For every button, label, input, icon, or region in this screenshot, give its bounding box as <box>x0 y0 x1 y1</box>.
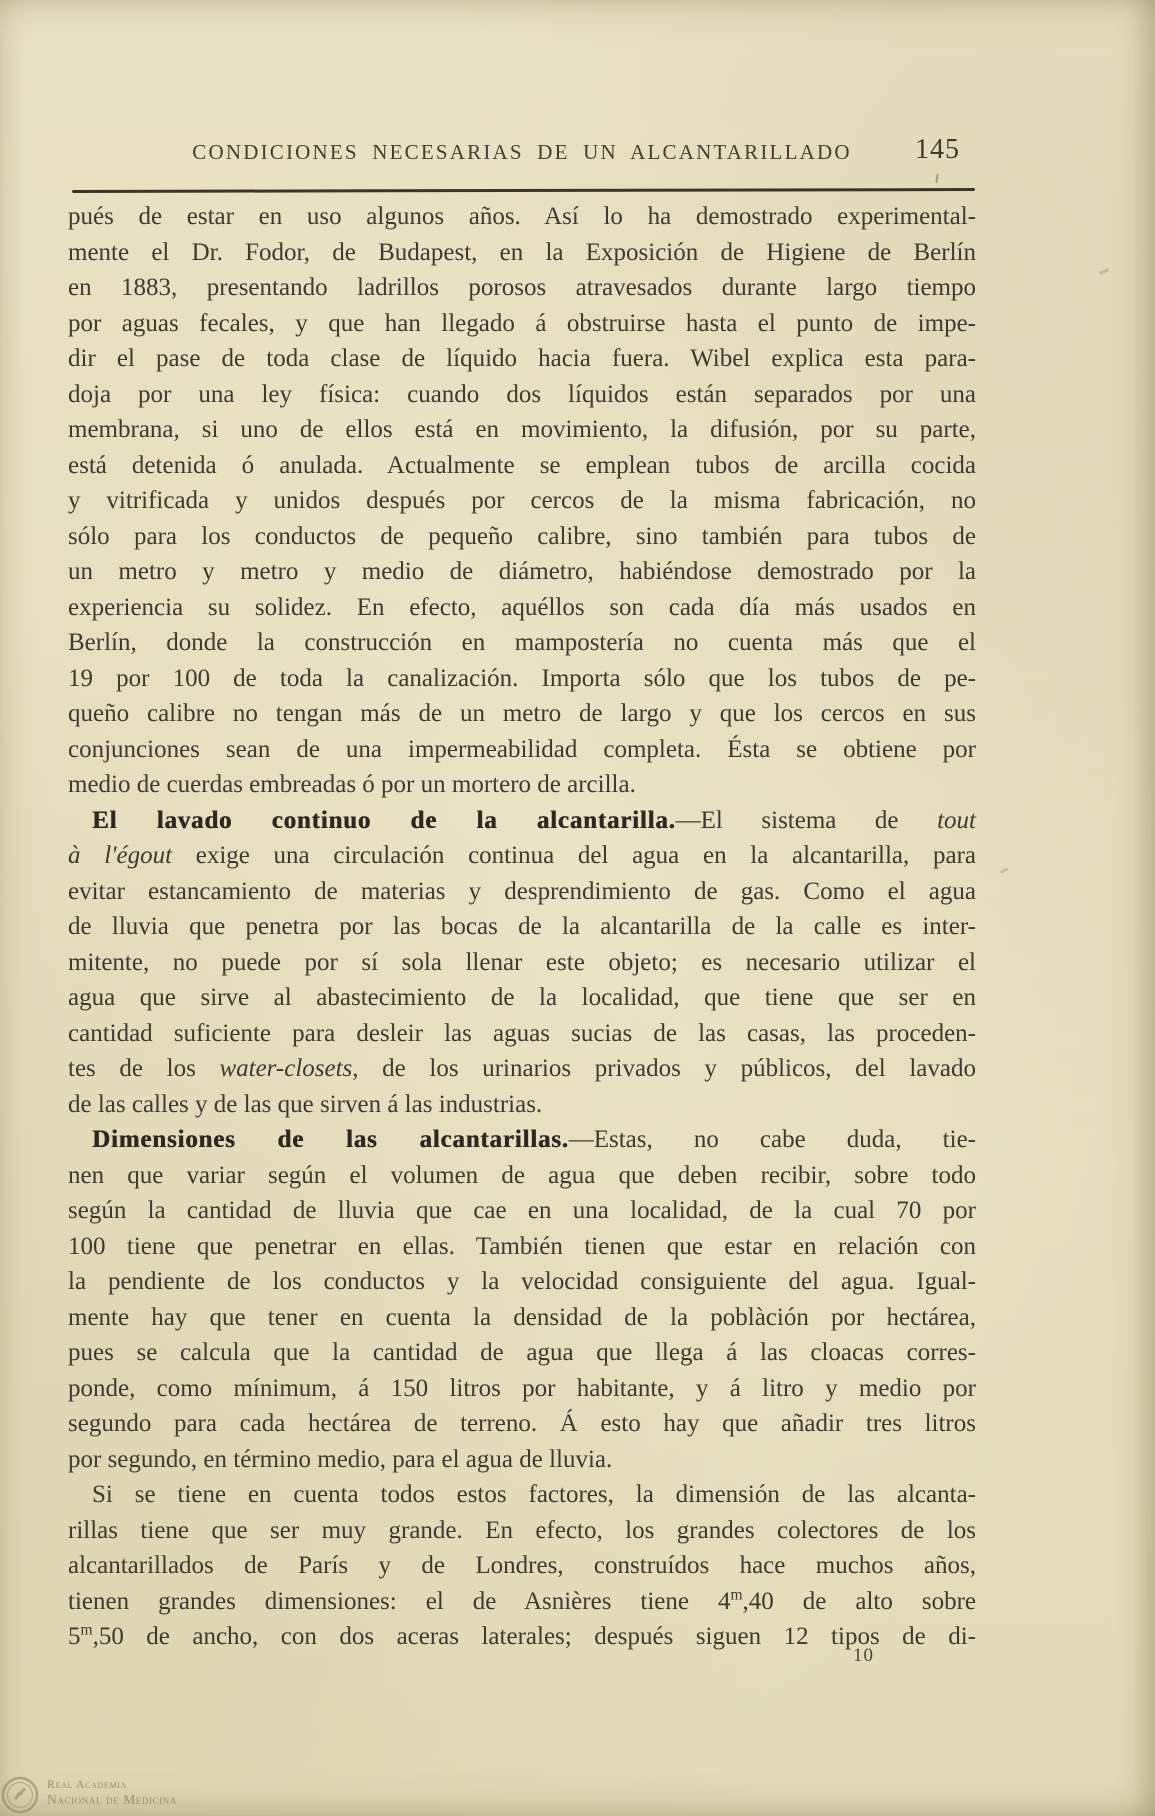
text-line <box>68 1122 976 1158</box>
text-segment: según la cantidad de lluvia que cae en una localidad, de la cual 70 por <box>68 1197 976 1224</box>
text-line <box>68 732 976 768</box>
text-segment: alcantarillados de París y de Londres, construídos hace muchos años, <box>68 1552 976 1579</box>
running-head <box>68 134 976 172</box>
text-line <box>68 980 976 1016</box>
text-segment: segundo para cada hectárea de terreno. Á esto hay que añadir tres litros <box>68 1410 976 1437</box>
text-segment: membrana, si uno de ellos está en movimiento, la difusión, por su parte, <box>68 416 976 443</box>
text-segment: à l'égout <box>68 842 173 869</box>
text-segment: conjunciones sean de una impermeabilidad completa. Ésta se obtiene por <box>68 735 976 763</box>
paragraph <box>68 199 976 803</box>
watermark-line2: Nacional de Medicina <box>47 1792 177 1807</box>
text-segment: , de los urinarios privados y públicos, del lavado <box>352 1055 976 1082</box>
text-line <box>68 1087 976 1123</box>
text-line <box>68 1300 976 1336</box>
text-segment: nen que variar según el volumen de agua que deben recibir, sobre todo <box>68 1161 976 1189</box>
text-line <box>68 1016 976 1052</box>
text-segment: doja por una ley física: cuando dos líquidos están separados por una <box>68 380 976 408</box>
text-segment: m <box>730 1586 743 1604</box>
text-line <box>68 1371 976 1407</box>
text-segment: está detenida ó anulada. Actualmente se emplean tubos de arcilla cocida <box>68 451 976 479</box>
text-segment: tout <box>937 806 976 834</box>
text-segment: y vitrificada y unidos después por cercos de la misma fabricación, no <box>68 487 976 514</box>
text-segment: experiencia su solidez. En efecto, aquéllos son cada día más usados en <box>68 593 976 621</box>
text-segment: tes de los <box>68 1055 220 1082</box>
paragraph <box>68 803 976 1123</box>
text-line <box>68 554 976 590</box>
text-segment: queño calibre no tengan más de un metro de largo y que los cercos en sus <box>68 700 976 727</box>
page-number: 145 <box>915 134 960 165</box>
text-segment: pués de estar en uso algunos años. Así lo ha demostrado experimental- <box>68 203 976 230</box>
text-segment: 100 tiene que penetrar en ellas. También tienen que estar en relación con <box>68 1232 976 1260</box>
text-segment: 5 <box>68 1623 81 1650</box>
paragraph <box>68 1477 976 1655</box>
text-line <box>68 1513 976 1549</box>
run-in-heading: El lavado continuo de la alcantarilla. <box>92 806 676 834</box>
text-line <box>68 1619 976 1655</box>
text-line <box>68 341 976 377</box>
text-segment: water-closets <box>219 1055 353 1082</box>
text-line <box>68 874 976 910</box>
text-line <box>68 199 976 235</box>
text-line <box>68 625 976 661</box>
text-segment: Berlín, donde la construcción en mampostería no cuenta más que el <box>68 629 976 656</box>
text-segment: exige una circulación continua del agua en la alcantarilla, para <box>172 842 976 869</box>
text-line <box>68 1229 976 1265</box>
running-head-title: CONDICIONES NECESARIAS DE UN ALCANTARILLADO <box>192 140 852 164</box>
text-segment: sólo para los conductos de pequeño calibre, sino también para tubos de <box>68 522 976 550</box>
text-segment: medio de cuerdas embreadas ó por un mortero de arcilla. <box>68 771 636 798</box>
text-line <box>68 803 976 839</box>
text-line <box>68 767 976 803</box>
text-line <box>68 590 976 626</box>
text-segment: mitente, no puede por sí sola llenar este objeto; es necesario utilizar el <box>68 948 976 976</box>
text-line <box>68 1477 976 1513</box>
text-line <box>68 1158 976 1194</box>
text-segment: mente el Dr. Fodor, de Budapest, en la Exposición de Higiene de Berlín <box>68 238 976 266</box>
text-line <box>68 483 976 519</box>
text-line <box>68 377 976 413</box>
text-line <box>68 519 976 555</box>
text-line <box>68 1584 976 1620</box>
text-segment: ,40 de alto sobre <box>742 1587 976 1615</box>
text-segment: la pendiente de los conductos y la velocidad consiguiente del agua. Igual- <box>68 1268 976 1295</box>
text-line <box>68 270 976 306</box>
text-segment: por segundo, en término medio, para el agua de lluvia. <box>68 1445 613 1473</box>
library-watermark <box>0 1765 260 1816</box>
text-line <box>68 838 976 874</box>
ink-speck <box>935 174 938 183</box>
text-line <box>68 1406 976 1442</box>
text-line <box>68 1442 976 1478</box>
text-segment: ,50 de ancho, con dos aceras laterales; después siguen 12 tipos de di- <box>92 1623 976 1650</box>
body-text <box>68 199 976 1655</box>
text-line <box>68 1051 976 1087</box>
header-rule <box>72 188 975 193</box>
text-segment: de lluvia que penetra por las bocas de la alcantarilla de la calle es inter- <box>68 913 976 940</box>
ink-speck <box>1099 268 1109 275</box>
text-segment: evitar estancamiento de materias y desprendimiento de gas. Como el agua <box>68 877 976 905</box>
text-line <box>68 306 976 342</box>
text-line <box>68 448 976 484</box>
text-segment: m <box>80 1621 93 1639</box>
text-line <box>68 1193 976 1229</box>
text-line <box>68 1548 976 1584</box>
text-line <box>68 909 976 945</box>
text-segment: ponde, como mínimum, á 150 litros por habitante, y á litro y medio por <box>68 1374 976 1402</box>
text-segment: 19 por 100 de toda la canalización. Importa sólo que los tubos de pe- <box>68 664 976 692</box>
text-line <box>68 412 976 448</box>
text-segment: —Estas, no cabe duda, tie- <box>568 1126 976 1153</box>
text-segment: pues se calcula que la cantidad de agua que llega á las cloacas corres- <box>68 1339 976 1366</box>
text-segment: —El sistema de <box>675 806 938 834</box>
watermark-line1: Real Academia <box>47 1777 127 1791</box>
text-line <box>68 1264 976 1300</box>
text-segment: agua que sirve al abastecimiento de la localidad, que tiene que ser en <box>68 984 976 1011</box>
ink-speck <box>1000 867 1008 873</box>
text-segment: un metro y metro y medio de diámetro, habiéndose demostrado por la <box>68 558 976 585</box>
text-segment: rillas tiene que ser muy grande. En efecto, los grandes colectores de los <box>68 1516 976 1544</box>
watermark-text <box>47 1777 177 1807</box>
text-segment: mente hay que tener en cuenta la densidad de la poblàción por hectárea, <box>68 1303 976 1331</box>
text-segment: por aguas fecales, y que han llegado á obstruirse hasta el punto de impe- <box>68 309 976 337</box>
text-line <box>68 235 976 271</box>
text-segment: de las calles y de las que sirven á las industrias. <box>68 1090 543 1118</box>
paragraph <box>68 1122 976 1477</box>
signature-mark: 10 <box>853 1645 874 1666</box>
text-line <box>68 661 976 697</box>
text-line <box>68 696 976 732</box>
text-segment: en 1883, presentando ladrillos porosos atravesados durante largo tiempo <box>68 274 976 301</box>
text-segment: cantidad suficiente para desleir las aguas sucias de las casas, las proceden- <box>68 1019 976 1047</box>
text-line <box>68 945 976 981</box>
text-segment: dir el pase de toda clase de líquido hacia fuera. Wibel explica esta para- <box>68 345 976 372</box>
library-seal-icon <box>0 1775 42 1816</box>
run-in-heading: Dimensiones de las alcantarillas. <box>92 1126 569 1153</box>
text-line <box>68 1335 976 1371</box>
text-segment: tienen grandes dimensiones: el de Asnières tiene 4 <box>68 1587 731 1615</box>
text-segment: Si se tiene en cuenta todos estos factores, la dimensión de las alcanta- <box>92 1481 976 1508</box>
